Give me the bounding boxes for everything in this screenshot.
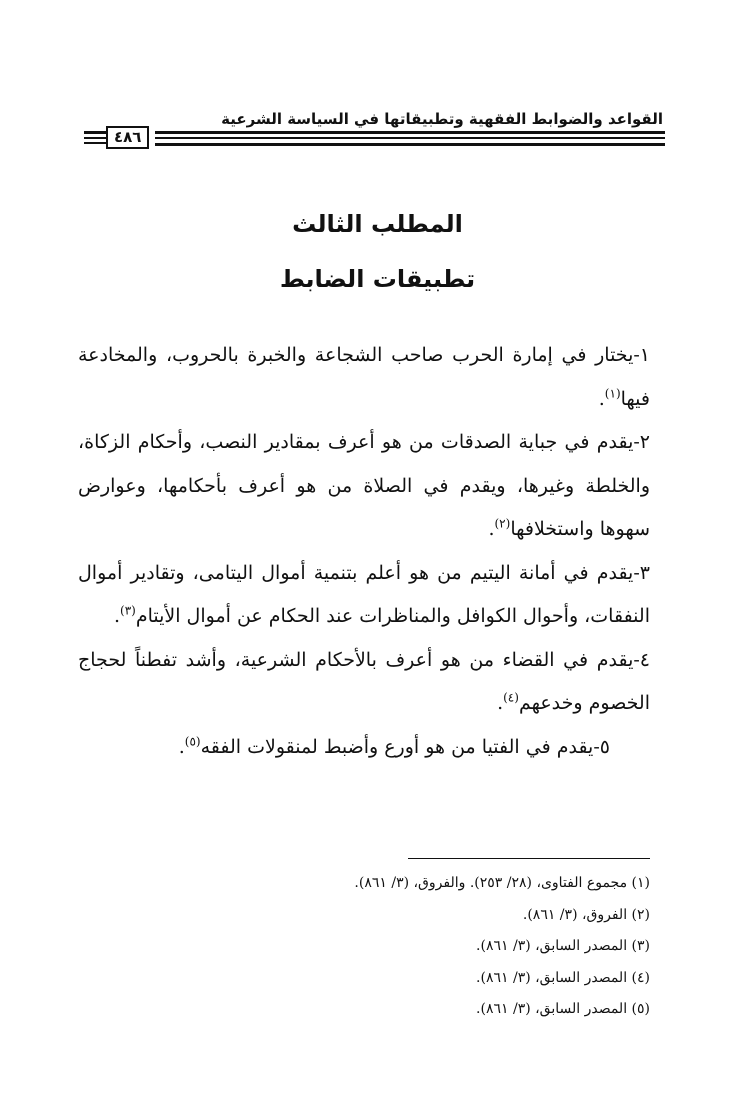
paragraph <box>78 421 650 552</box>
header-rule <box>80 131 665 134</box>
paragraph-text: ٢-يقدم في جباية الصدقات من هو أعرف بمقادير النصب، وأحكام الزكاة، والخلطة وغيرها، ويقدم في الصلاة من هو أعرف بأحكامها، وعوارض سهوها واستخلافها <box>78 431 650 540</box>
paragraph-end: . <box>598 387 605 410</box>
footnotes <box>78 868 650 1026</box>
paragraph-end: . <box>113 605 120 627</box>
header-rule <box>80 137 665 139</box>
footnote: (١) مجموع الفتاوى، (٢٨/ ٢٥٣). والفروق، (٣/ ٨٦١). <box>354 875 650 891</box>
paragraph-end: . <box>497 692 504 714</box>
footnote: (٤) المصدر السابق، (٣/ ٨٦١). <box>476 969 650 986</box>
page-number-frame <box>80 124 155 150</box>
header-rule <box>80 143 665 146</box>
header-ornament <box>84 131 106 144</box>
paragraph-text: ٣-يقدم في أمانة اليتيم من هو أعلم بتنمية أموال اليتامى، وتقادير أموال النفقات، وأحوال الكوافل والمناظرات عند الحكام عن أموال الأيتام <box>78 561 650 627</box>
paragraph-text: ١-يختار في إمارة الحرب صاحب الشجاعة والخبرة بالحروب، والمخادعة فيها <box>78 344 650 410</box>
footnote: (٥) المصدر السابق، (٣/ ٨٦١). <box>476 1001 650 1017</box>
paragraph-text: ٥-يقدم في الفتيا من هو أورع وأضبط لمنقولات الفقه <box>200 735 610 758</box>
running-header-title: القواعد والضوابط الفقهية وتطبيقاتها في السياسة الشرعية <box>221 110 663 128</box>
paragraph <box>78 726 650 770</box>
footnote: (٢) الفروق، (٣/ ٨٦١). <box>522 906 650 923</box>
paragraph <box>78 334 650 421</box>
footnote-ref[interactable]: (٥) <box>184 734 201 749</box>
page-number: ٤٨٦ <box>106 126 149 149</box>
footnote-ref[interactable]: (١) <box>604 386 621 401</box>
paragraph-end: . <box>488 518 495 540</box>
footnote-ref[interactable]: (٢) <box>494 516 511 531</box>
section-heading: المطلب الثالث <box>292 210 463 238</box>
body-text <box>78 334 650 769</box>
section-subtitle: تطبيقات الضابط <box>279 265 476 293</box>
footnote-ref[interactable]: (٣) <box>120 603 136 618</box>
footnote-ref[interactable]: (٤) <box>503 690 519 705</box>
footnote-separator <box>408 858 650 859</box>
footnote: (٣) المصدر السابق، (٣/ ٨٦١). <box>476 938 650 954</box>
paragraph-end: . <box>178 735 185 758</box>
paragraph <box>78 552 650 639</box>
paragraph-text: ٤-يقدم في القضاء من هو أعرف بالأحكام الشرعية، وأشد تفطناً لحجاج الخصوم وخدعهم <box>78 648 650 714</box>
paragraph <box>78 639 650 726</box>
